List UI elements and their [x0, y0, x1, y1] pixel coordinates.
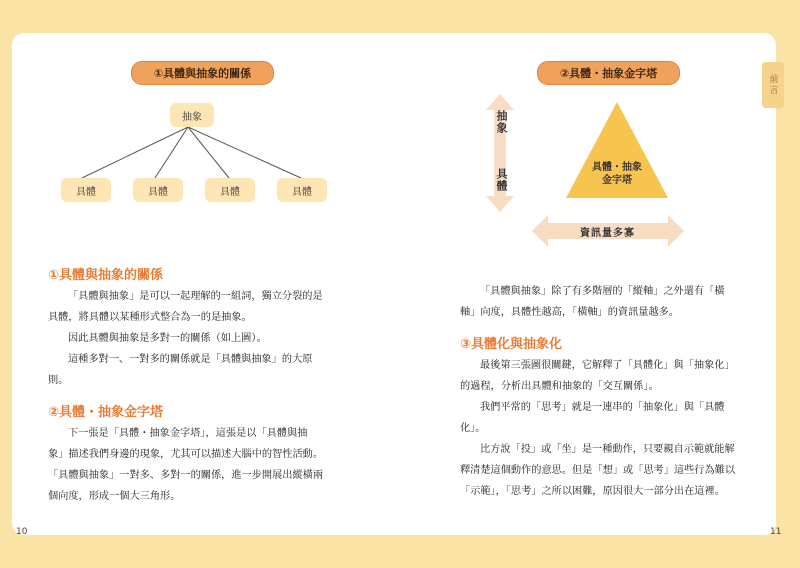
page-number-right: 11 [770, 527, 782, 537]
concrete-node: 具體 [205, 178, 255, 202]
concrete-node: 具體 [61, 178, 111, 202]
chapter-side-tab[interactable]: 前言 [762, 62, 784, 108]
diagram2-title-pill: ②具體・抽象金字塔 [537, 61, 680, 85]
text-line: 比方說「投」或「坐」是一種動作，只要親自示範就能解 [480, 444, 735, 455]
text-line: 這種多對一、一對多的關係就是「具體與抽象」的大原 [68, 354, 313, 365]
concrete-axis-label: 具體 [495, 168, 508, 192]
text-line: 化」。 [460, 423, 486, 434]
pyramid-label [572, 161, 662, 187]
information-amount-label: 資訊量多寡 [580, 228, 635, 239]
page-number-left: 10 [16, 527, 28, 537]
text-line: 「具體與抽象」除了有多階層的「縱軸」之外還有「橫 [480, 286, 725, 297]
text-line: 下一張是「具體・抽象金字塔」，這張是以「具體與抽 [68, 428, 308, 439]
diagram1-title-pill: ①具體與抽象的關係 [131, 61, 274, 85]
text-line: 則。 [48, 375, 69, 386]
abstract-node: 抽象 [170, 103, 214, 127]
concrete-node: 具體 [277, 178, 327, 202]
text-line: 最後第三張圖很關鍵，它解釋了「具體化」與「抽象化」 [480, 360, 735, 371]
abstract-axis-label: 抽象 [495, 110, 508, 134]
pyramid-label-line: 金字塔 [602, 175, 632, 186]
section3-text [460, 355, 735, 502]
text-line: 象」描述我們身邊的現象，尤其可以描述大腦中的智性活動。 [48, 449, 324, 460]
text-line: 釋清楚這個動作的意思。但是「想」或「思考」這些行為難以 [460, 465, 736, 476]
text-line: 個向度，形成一個大三角形。 [48, 491, 181, 502]
text-line: 因此具體與抽象是多對一的關係（如上圖）。 [68, 333, 267, 344]
text-line: 「示範」，「思考」之所以困難，原因很大一部分出在這裡。 [460, 486, 725, 497]
concrete-node: 具體 [133, 178, 183, 202]
section3-heading: ③具體化與抽象化 [460, 337, 563, 352]
pyramid-label-line: 具體・抽象 [592, 162, 642, 173]
text-line: 「具體與抽象」一對多、多對一的關係，進一步開展出縱橫兩 [48, 470, 324, 481]
intro-text [460, 281, 725, 323]
text-line: 具體，將具體以某種形式整合為一的是抽象。 [48, 312, 252, 323]
text-line: 我們平常的「思考」就是一連串的「抽象化」與「具體 [480, 402, 725, 413]
section1-heading: ①具體與抽象的關係 [48, 268, 164, 283]
section2-heading: ②具體・抽象金字塔 [48, 405, 164, 420]
text-line: 「具體與抽象」是可以一起理解的一組詞，獨立分裂的是 [68, 291, 323, 302]
text-line: 軸」向度，具體性越高，「橫軸」的資訊量越多。 [460, 307, 680, 318]
text-line: 的過程，分析出具體和抽象的「交互關係」。 [460, 381, 659, 392]
